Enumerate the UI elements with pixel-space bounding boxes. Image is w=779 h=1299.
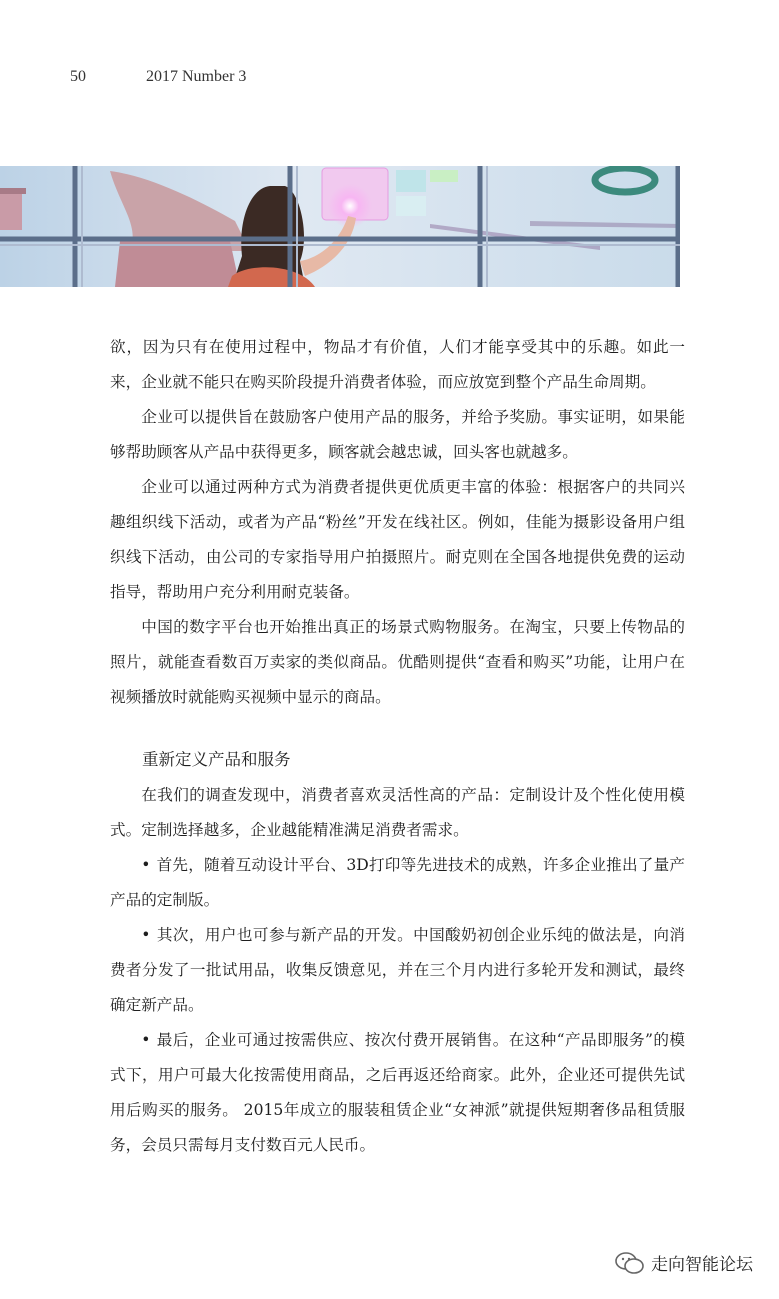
paragraph: 企业可以通过两种方式为消费者提供更优质更丰富的体验：根据客户的共同兴趣组织线下活动，或者为产品“粉丝”开发在线社区。例如，佳能为摄影设备用户组织线下活动，由公司的专家指导用户拍摄照片。耐克则在全国各地提供免费的运动指导，帮助用户充分利用耐克装备。 (110, 478, 685, 601)
bullet-icon: • (141, 926, 151, 944)
paragraph-continued: 欲，因为只有在使用过程中，物品才有价值，人们才能享受其中的乐趣。如此一来，企业就不能只在购买阶段提升消费者体验，而应放宽到整个产品生命周期。 (110, 338, 685, 391)
paragraph: 中国的数字平台也开始推出真正的场景式购物服务。在淘宝，只要上传物品的照片，就能查看数百万卖家的类似商品。优酷则提供“查看和购买”功能，让用户在视频播放时就能购买视频中显示的商品。 (110, 618, 685, 706)
paragraph: 企业可以提供旨在鼓励客户使用产品的服务，并给予奖励。事实证明，如果能够帮助顾客从产品中获得更多，顾客就会越忠诚，回头客也就越多。 (110, 408, 685, 461)
article-body (110, 330, 685, 1163)
bullet-icon: • (141, 856, 151, 874)
bullet-text: 首先，随着互动设计平台、3D打印等先进技术的成熟，许多企业推出了量产产品的定制版。 (110, 856, 685, 909)
issue-label: 2017 Number 3 (146, 68, 247, 85)
watermark-text: 走向智能论坛 (651, 1255, 753, 1275)
section-intro: 在我们的调查发现中，消费者喜欢灵活性高的产品：定制设计及个性化使用模式。定制选择越多，企业越能精准满足消费者需求。 (110, 786, 685, 839)
bullet-text: 最后，企业可通过按需供应、按次付费开展销售。在这种“产品即服务”的模式下，用户可最大化按需使用商品，之后再返还给商家。此外，企业还可提供先试用后购买的服务。 2015年成立的服装租赁企业“女神派”就提供短期奢侈品租赁服务，会员只需每月支付数百元人民币。 (110, 1031, 685, 1154)
page-number: 50 (70, 68, 86, 85)
page-header (70, 68, 246, 86)
bullet-item (110, 1023, 685, 1163)
banner-image (0, 166, 680, 287)
bullet-item (110, 848, 685, 918)
watermark (615, 1250, 753, 1275)
section-heading: 重新定义产品和服务 (142, 750, 291, 769)
bullet-icon: • (141, 1031, 151, 1049)
bullet-text: 其次，用户也可参与新产品的开发。中国酸奶初创企业乐纯的做法是，向消费者分发了一批试用品，收集反馈意见，并在三个月内进行多轮开发和测试，最终确定新产品。 (110, 926, 685, 1014)
bullet-item (110, 918, 685, 1023)
wechat-icon (615, 1252, 645, 1274)
